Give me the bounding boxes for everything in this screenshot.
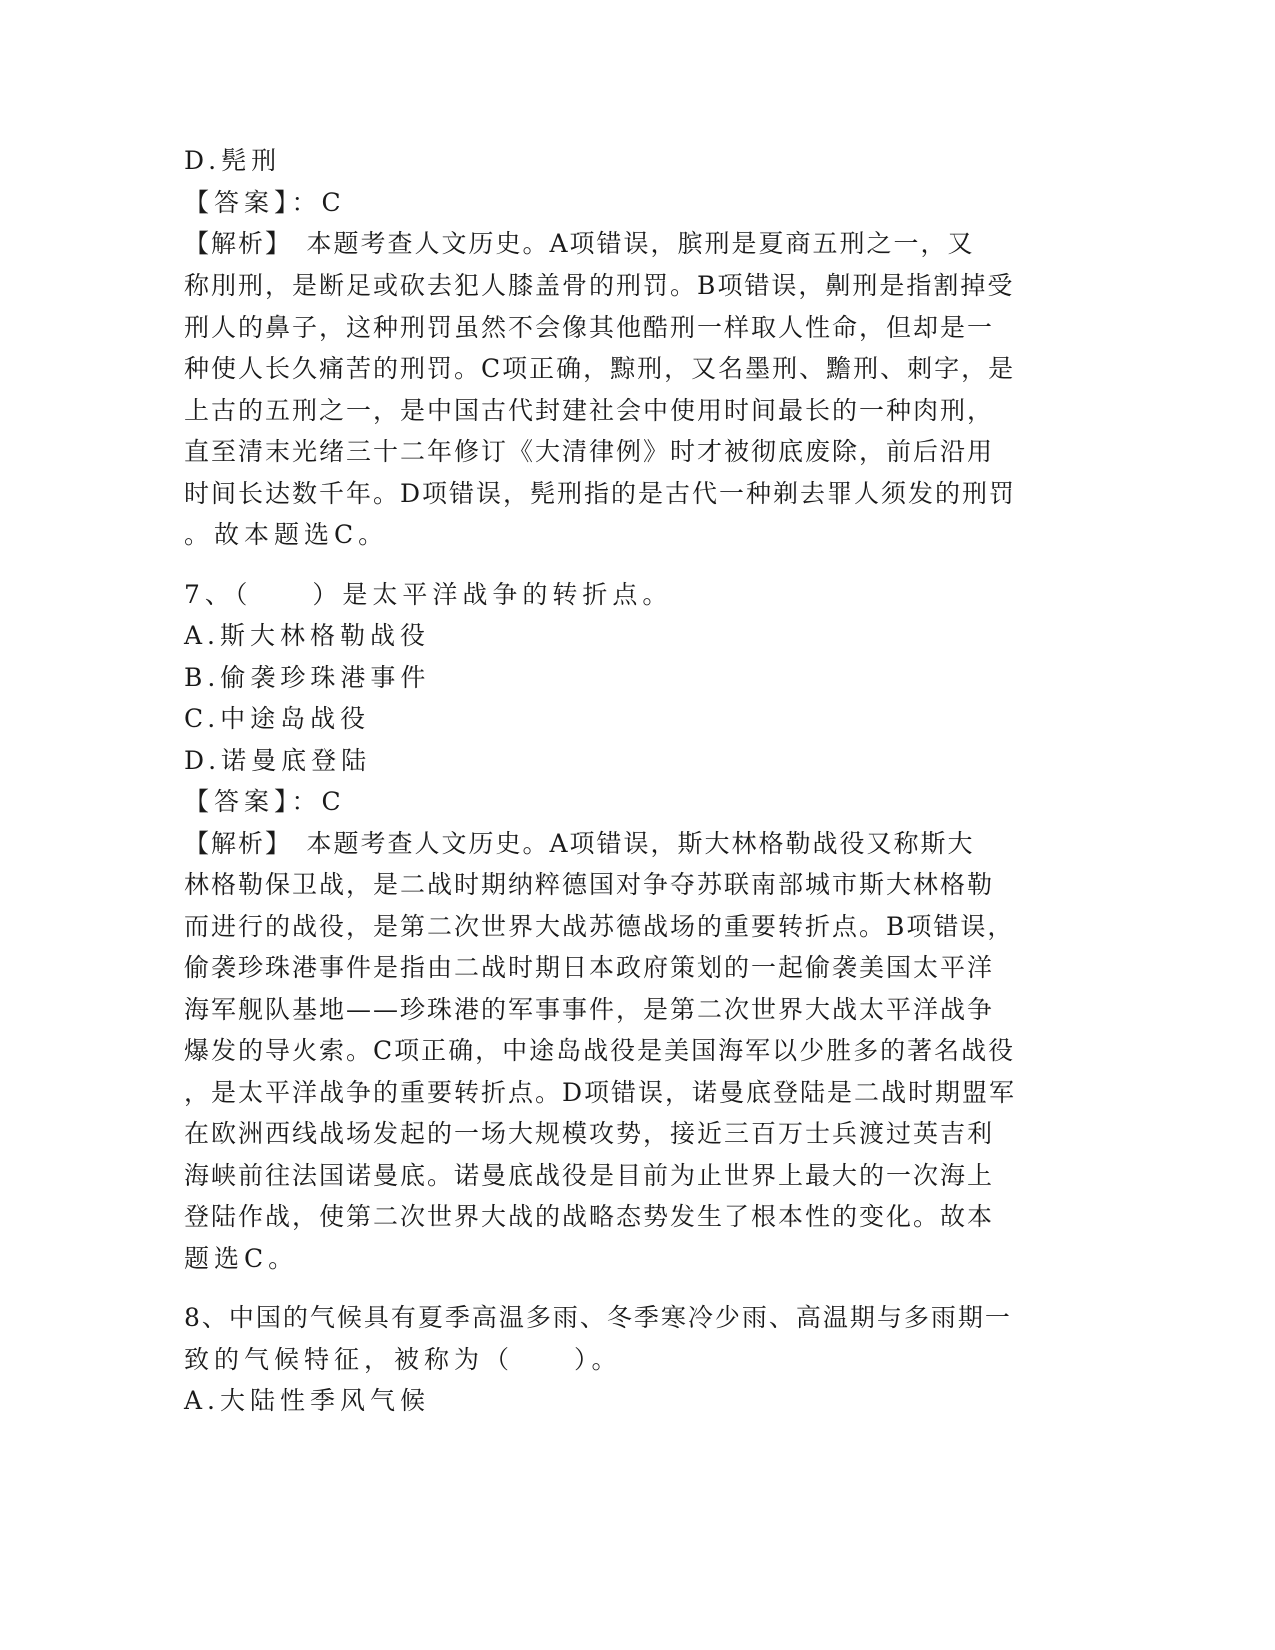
- q7-answer: 【答案】：C: [184, 787, 346, 816]
- q7-option-b: B.偷袭珍珠港事件: [184, 663, 431, 692]
- q7-stem: 7、（ ）是太平洋战争的转折点。: [184, 580, 673, 609]
- q7-option-d: D.诺曼底登陆: [184, 746, 372, 775]
- q7-analysis-line-2: 林格勒保卫战，是二战时期纳粹德国对争夺苏联南部城市斯大林格勒: [184, 870, 995, 899]
- q7-option-a: A.斯大林格勒战役: [184, 621, 431, 650]
- q7-analysis-line-3: 而进行的战役，是第二次世界大战苏德战场的重要转折点。B项错误，: [184, 912, 1015, 941]
- q7-analysis-line-5: 海军舰队基地——珍珠港的军事事件，是第二次世界大战太平洋战争: [184, 995, 995, 1024]
- q6-answer: 【答案】：C: [184, 188, 346, 217]
- q6-analysis-line-4: 种使人长久痛苦的刑罚。C项正确，黥刑，又名墨刑、黵刑、刺字，是: [184, 354, 1016, 383]
- q6-analysis-line-5: 上古的五刑之一，是中国古代封建社会中使用时间最长的一种肉刑，: [184, 396, 995, 425]
- q7-analysis-line-6: 爆发的导火索。C项正确，中途岛战役是美国海军以少胜多的著名战役: [184, 1036, 1016, 1065]
- q7-analysis-line-11: 题选C。: [184, 1244, 299, 1273]
- q6-option-d: D.髡刑: [184, 146, 282, 175]
- q6-analysis-line-3: 刑人的鼻子，这种刑罚虽然不会像其他酷刑一样取人性命，但却是一: [184, 313, 995, 342]
- q7-analysis-line-1: 【解析】 本题考查人文历史。A项错误，斯大林格勒战役又称斯大: [184, 829, 975, 858]
- q6-analysis-line-6: 直至清末光绪三十二年修订《大清律例》时才被彻底废除，前后沿用: [184, 437, 995, 466]
- q7-analysis-line-4: 偷袭珍珠港事件是指由二战时期日本政府策划的一起偷袭美国太平洋: [184, 953, 995, 982]
- q6-analysis-line-8: 。故本题选C。: [184, 520, 389, 549]
- q7-analysis-line-7: ，是太平洋战争的重要转折点。D项错误，诺曼底登陆是二战时期盟军: [184, 1078, 1017, 1107]
- q6-analysis-line-7: 时间长达数千年。D项错误，髡刑指的是古代一种剃去罪人须发的刑罚: [184, 479, 1017, 508]
- q8-stem-line-2: 致的气候特征，被称为（ ）。: [184, 1345, 622, 1374]
- q6-analysis-line-1: 【解析】 本题考查人文历史。A项错误，膑刑是夏商五刑之一，又: [184, 229, 975, 258]
- q7-analysis-line-8: 在欧洲西线战场发起的一场大规模攻势，接近三百万士兵渡过英吉利: [184, 1119, 995, 1148]
- q7-option-c: C.中途岛战役: [184, 704, 371, 733]
- q8-stem-line-1: 8、中国的气候具有夏季高温多雨、冬季寒冷少雨、高温期与多雨期一: [184, 1303, 1012, 1332]
- q7-analysis-line-9: 海峡前往法国诺曼底。诺曼底战役是目前为止世界上最大的一次海上: [184, 1161, 995, 1190]
- q7-analysis-line-10: 登陆作战，使第二次世界大战的战略态势发生了根本性的变化。故本: [184, 1202, 995, 1231]
- q6-analysis-line-2: 称刖刑，是断足或砍去犯人膝盖骨的刑罚。B项错误，劓刑是指割掉受: [184, 271, 1015, 300]
- q8-option-a: A.大陆性季风气候: [184, 1386, 431, 1415]
